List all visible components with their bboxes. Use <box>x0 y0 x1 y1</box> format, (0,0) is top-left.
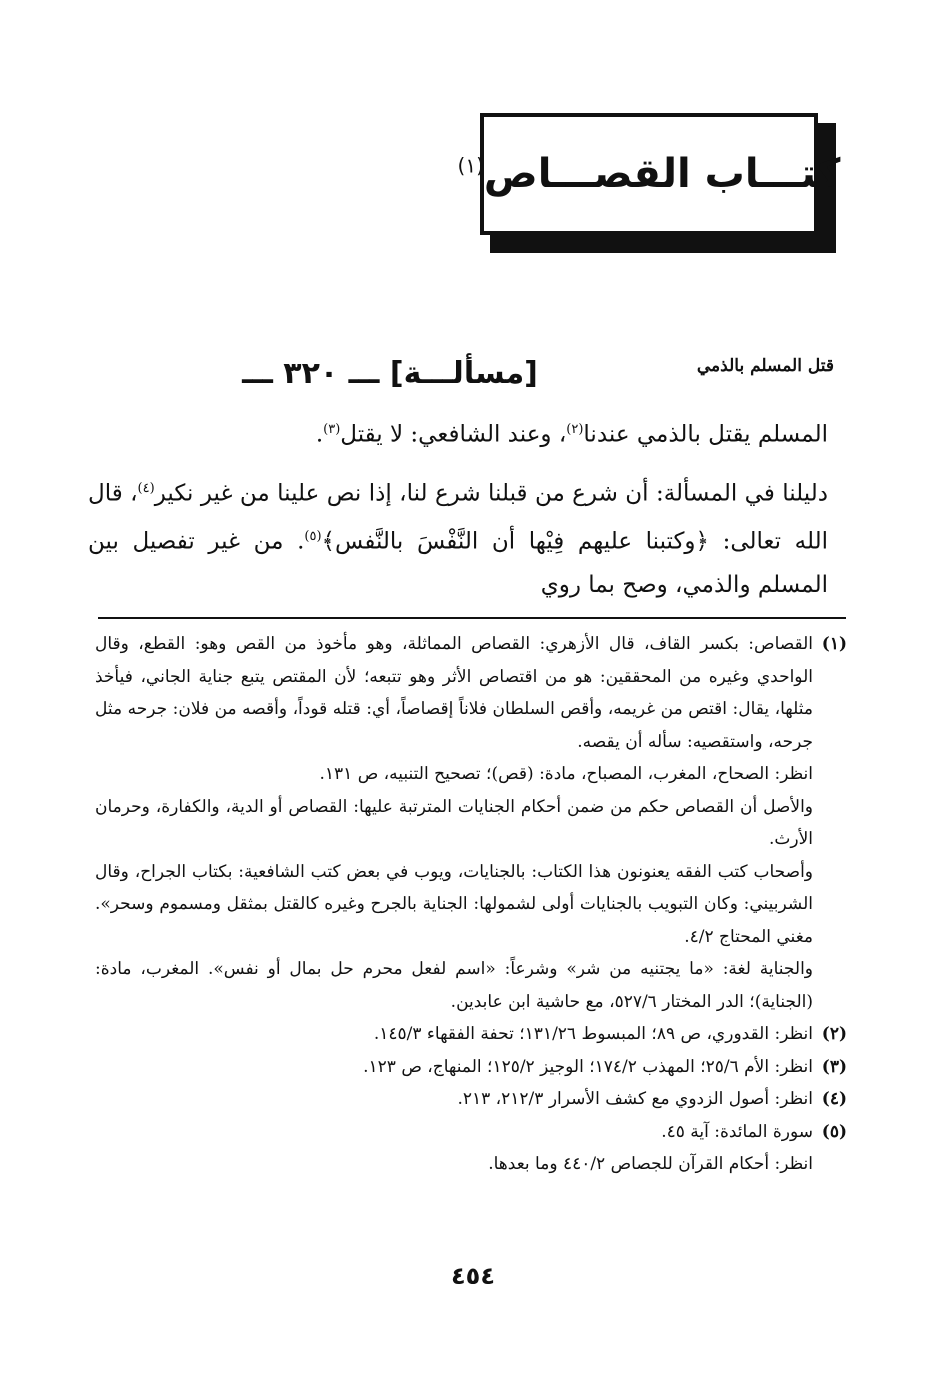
footnote-ref-4[interactable]: (٤) <box>137 480 155 496</box>
footnote-5-text: سورة المائدة: آية ٤٥. <box>661 1121 813 1142</box>
footnote-4-text: انظر: أصول الزدوي مع كشف الأسرار ٢١٢/٣، ٢١٣. <box>457 1089 813 1109</box>
footnote-1-body <box>95 628 813 1018</box>
footnote-5-number: (٥) <box>821 1121 847 1142</box>
footnote-2 <box>95 1018 847 1051</box>
chapter-title-footnote-ref[interactable]: (١) <box>457 153 484 178</box>
paragraph-1-text-a: المسلم يقتل بالذمي عندنا <box>583 421 828 448</box>
footnote-ref-3[interactable]: (٣) <box>323 422 341 437</box>
chapter-title-text: كتـــاب القصـــاص <box>483 151 841 197</box>
paragraph-1 <box>88 408 828 457</box>
footnote-3-number: (٣) <box>821 1056 847 1077</box>
footnote-ref-5[interactable]: (٥) <box>304 529 322 545</box>
page-number: ٤٥٤ <box>451 1262 495 1290</box>
margin-note: قتل المسلم بالذمي <box>696 356 834 376</box>
paragraph-2-text-a: دليلنا في المسألة: أن شرع من قبلنا شرع لنا، إذا نص علينا من غير نكير <box>154 480 828 507</box>
paragraph-2-text-b: ، قال الله تعالى: ﴿وكتبنا عليهم فِيْها أن النَّفْسَ بالنَّفس﴾ <box>88 480 828 555</box>
paragraph-2-text-c: . من غير تفصيل بين المسلم والذمي، وصح بما روي <box>88 528 828 598</box>
footnote-5 <box>95 1116 847 1149</box>
footnote-1-para-5: والجناية لغة: «ما يجتنيه من شر» وشرعاً: «اسم لفعل محرم حل بمال أو نفس». المغرب، مادة: (الجناية)؛ الدر المختار ٥٢٧/٦، مع حاشية ابن عابدين. <box>95 959 813 1012</box>
footnote-1 <box>95 628 847 1018</box>
footnote-2-text: انظر: القدوري، ص ٨٩؛ المبسوط ١٣١/٢٦؛ تحفة الفقهاء ١٤٥/٣. <box>373 1024 813 1044</box>
footnote-4 <box>95 1083 847 1116</box>
footnote-divider <box>98 617 846 619</box>
footnote-ref-2[interactable]: (٢) <box>566 422 584 437</box>
footnote-1-para-1: القصاص: بكسر القاف، قال الأزهري: القصاص المماثلة، وهو مأخوذ من القص وهو: القطع، وقال الواحدي وغيره من المحققين: هو من اقتصاص الأثر وهو تتبعه؛ لأن المقتص يتبع جناية الجاني، فيأخذ مثلها، يقال: اقتص من غريمه، وأقص السلطان فلاناً إقصاصاً، أي: قتله قوداً، وأقصه من فلان: جرحه مثل جرحه، واستقصيه: سأله أن يقصه. <box>95 634 813 752</box>
footnote-1-para-4: وأصحاب كتب الفقه يعنونون هذا الكتاب: بالجنايات، ويوب في بعض كتب الشافعية: بكتاب الجراح، وقال الشربيني: وكان التبويب بالجنايات أولى لشمولها: الجناية بالجرح وغيره كالقتل بمثقل ومسموم وسحر». مغني المحتاج ٤/٢. <box>95 861 813 947</box>
paragraph-2 <box>88 467 828 607</box>
footnote-4-number: (٤) <box>821 1089 847 1109</box>
chapter-title-box <box>457 113 841 235</box>
footnote-3 <box>95 1051 847 1084</box>
footnote-1-para-2: انظر: الصحاح، المغرب، المصباح، مادة: (قص)؛ تصحيح التنبيه، ص ١٣١. <box>319 764 813 784</box>
footnotes <box>95 628 847 1181</box>
footnote-1-para-3: والأصل أن القصاص حكم من ضمن أحكام الجنايات المترتبة عليها: القصاص أو الدية، والكفارة، وحرمان الأرث. <box>95 796 813 849</box>
footnote-5-continuation: انظر: أحكام القرآن للجصاص ٤٤٠/٢ وما بعدها. <box>488 1154 813 1174</box>
footnote-3-text: انظر: الأم ٢٥/٦؛ المهذب ١٧٤/٢؛ الوجيز ١٢٥/٢؛ المنهاج، ص ١٢٣. <box>363 1056 813 1077</box>
paragraph-1-text-b: ، وعند الشافعي: لا يقتل <box>340 421 567 448</box>
footnote-2-number: (٢) <box>821 1024 847 1044</box>
main-text <box>88 408 828 617</box>
paragraph-1-text-c: . <box>315 421 324 448</box>
chapter-title <box>458 151 841 197</box>
footnote-1-number: (١) <box>821 634 847 654</box>
masala-heading: [مسألـــة] ـــ ٣٢٠ ـــ <box>242 356 538 391</box>
